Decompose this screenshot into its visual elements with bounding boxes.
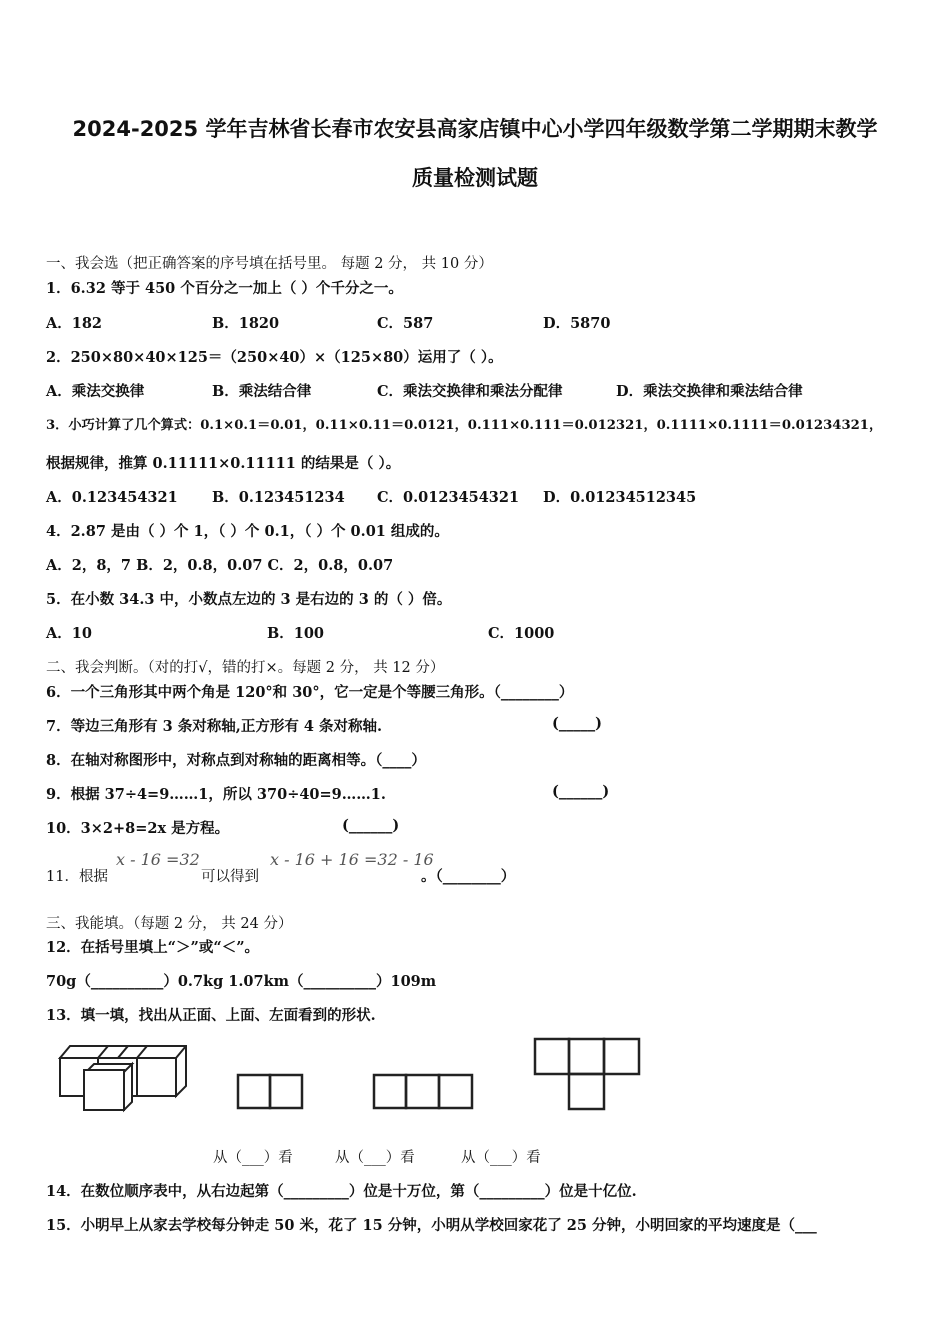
question-4: 4．2.87 是由（ ）个 1，（ ）个 0.1，（ ）个 0.01 组成的。 — [46, 523, 449, 540]
q1-option-c: C．587 — [377, 315, 434, 332]
q2-option-c: C．乘法交换律和乘法分配律 — [377, 383, 563, 400]
question-7: 7．等边三角形有 3 条对称轴,正方形有 4 条对称轴. — [46, 718, 383, 735]
q11-suffix: 。（________） — [421, 868, 516, 885]
view-shape-three-squares — [372, 1073, 476, 1111]
q12-comparison-line: 70g（__________）0.7kg 1.07km（__________）109m — [46, 973, 437, 990]
section-3-heading: 三、我能填。（每题 2 分， 共 24 分） — [46, 916, 293, 932]
question-12: 12．在括号里填上“＞”或“＜”。 — [46, 939, 260, 956]
q11-equation-1: x - 16 =32 — [116, 850, 200, 869]
q3-option-d: D．0.01234512345 — [543, 489, 697, 506]
question-8: 8．在轴对称图形中，对称点到对称轴的距离相等。（____） — [46, 752, 426, 769]
q5-option-c: C．1000 — [488, 625, 555, 642]
q13-view-label-2: 从（___）看 — [335, 1150, 415, 1166]
question-5: 5．在小数 34.3 中，小数点左边的 3 是右边的 3 的（ ）倍。 — [46, 591, 452, 608]
q3-option-c: C．0.0123454321 — [377, 489, 520, 506]
document-title-line1: 2024-2025 学年吉林省长春市农安县高家店镇中心小学四年级数学第二学期期末教学 — [72, 117, 878, 141]
q2-option-a: A．乘法交换律 — [46, 383, 145, 400]
q1-option-d: D．5870 — [543, 315, 611, 332]
question-13: 13．填一填，找出从正面、上面、左面看到的形状. — [46, 1007, 376, 1024]
question-6: 6．一个三角形其中两个角是 120°和 30°，它一定是个等腰三角形。（________） — [46, 684, 574, 701]
q2-option-d: D．乘法交换律和乘法结合律 — [616, 383, 803, 400]
q2-option-b: B．乘法结合律 — [212, 383, 312, 400]
view-shape-t-shape — [533, 1037, 643, 1112]
question-3-line2: 根据规律，推算 0.11111×0.11111 的结果是（ ）。 — [46, 455, 401, 472]
document-title-line2: 质量检测试题 — [412, 166, 538, 190]
q13-view-label-3: 从（___）看 — [461, 1150, 541, 1166]
q11-middle: 可以得到 — [201, 869, 259, 885]
q3-option-b: B．0.123451234 — [212, 489, 345, 506]
section-1-heading: 一、我会选（把正确答案的序号填在括号里。 每题 2 分， 共 10 分） — [46, 256, 493, 272]
q11-equation-2: x - 16 + 16 =32 - 16 — [270, 850, 434, 869]
section-2-heading: 二、我会判断。（对的打√，错的打×。每题 2 分， 共 12 分） — [46, 660, 445, 676]
q1-option-a: A．182 — [46, 315, 103, 332]
q5-option-a: A．10 — [46, 625, 92, 642]
q3-option-a: A．0.123454321 — [46, 489, 178, 506]
q5-option-b: B．100 — [267, 625, 325, 642]
q11-prefix: 11．根据 — [46, 869, 108, 885]
q13-view-label-1: 从（___）看 — [213, 1150, 293, 1166]
q1-option-b: B．1820 — [212, 315, 280, 332]
question-9: 9．根据 37÷4=9……1，所以 370÷40=9……1. — [46, 786, 386, 803]
question-14: 14．在数位顺序表中，从右边起第（_________）位是十万位，第（_________）位是十亿位. — [46, 1183, 637, 1200]
q4-options: A．2，8，7 B．2，0.8，0.07 C．2，0.8，0.07 — [46, 557, 394, 574]
q7-answer-blank: (_____) — [552, 715, 602, 732]
question-2: 2．250×80×40×125＝（250×40）×（125×80）运用了（ ）。 — [46, 349, 503, 366]
q10-answer-blank: (______) — [342, 817, 400, 834]
view-shape-two-squares — [236, 1073, 306, 1111]
question-1: 1．6.32 等于 450 个百分之一加上（ ）个千分之一。 — [46, 280, 403, 297]
question-10: 10．3×2+8=2x 是方程。 — [46, 820, 230, 837]
q9-answer-blank: (______) — [552, 783, 610, 800]
question-3: 3．小巧计算了几个算式：0.1×0.1＝0.01，0.11×0.11＝0.0121，0.111×0.111＝0.012321，0.1111×0.1111＝0.01234321， — [46, 418, 883, 433]
cube-stack-figure — [52, 1040, 192, 1115]
question-15: 15．小明早上从家去学校每分钟走 50 米，花了 15 分钟，小明从学校回家花了 25 分钟，小明回家的平均速度是（___ — [46, 1217, 817, 1234]
